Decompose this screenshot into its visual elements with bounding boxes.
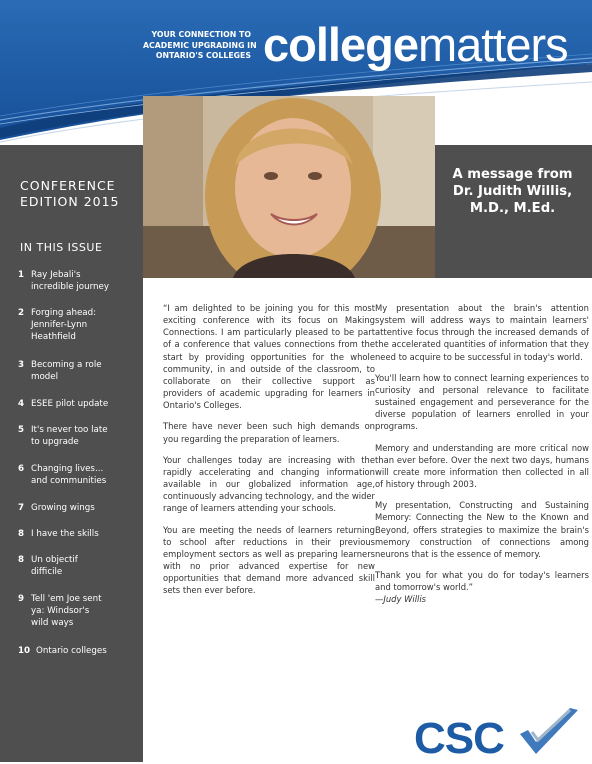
toc-page-number: 8: [18, 555, 25, 565]
message-title: [439, 166, 586, 217]
toc-page-number: 5: [18, 425, 25, 435]
in-this-issue-heading: IN THIS ISSUE: [20, 241, 103, 254]
masthead-light-word: matters: [417, 18, 568, 71]
toc-title: Ray Jebali's incredible journey: [31, 270, 110, 292]
toc-title: It's never too late to upgrade: [31, 425, 108, 447]
author-photo: [143, 96, 435, 278]
toc-title: Forging ahead: Jennifer-Lynn Heathfield: [31, 308, 97, 342]
csc-logo-graphic: [410, 704, 590, 760]
toc-title: Un objectif difficile: [31, 555, 78, 577]
toc-title: Tell 'em Joe sent ya: Windsor's wild ways: [31, 594, 102, 628]
csc-logo: [410, 704, 590, 760]
article-paragraph: You are meeting the needs of learners returning to school after reductions in their previous employment sectors as well as preparing learners with no prior advanced expertise for new opportunities that demand more advanced skill sets then ever before.: [163, 524, 375, 596]
article-paragraph: There have never been such high demands on you regarding the preparation of learners.: [163, 421, 375, 444]
tagline-line: ACADEMIC UPGRADING IN: [143, 40, 257, 50]
toc-page-number: 2: [18, 308, 25, 318]
message-heading-box: [435, 145, 592, 278]
signature: —Judy Willis: [375, 594, 427, 605]
sidebar: [0, 145, 143, 762]
toc-title: Growing wings: [31, 503, 95, 513]
svg-text:CSC: CSC: [414, 714, 504, 760]
toc-title: I have the skills: [31, 529, 99, 539]
article-paragraph: You'll learn how to connect learning experiences to curiosity and personal relevance to facilitate sustained engagement and perseverance for the diverse population of learners enrolled in your programs.: [375, 372, 589, 432]
tagline-line: YOUR CONNECTION TO: [151, 30, 251, 39]
toc-page-number: 3: [18, 360, 25, 370]
message-title-line: M.D., M.Ed.: [469, 201, 556, 216]
toc-page-number: 7: [18, 503, 25, 513]
message-title-line: Dr. Judith Willis,: [452, 184, 573, 199]
article-paragraph: My presentation about the brain's attention system will address ways to maintain learners' attentive focus through the increased demands of the accelerated quantities of information that they need to acquire to be successful in today's world.: [375, 303, 589, 362]
toc-page-number: 10: [18, 646, 31, 656]
toc-title: Changing lives... and communities: [31, 464, 107, 486]
tagline-line: ONTARIO'S COLLEGES: [155, 51, 251, 60]
portrait-illustration: [143, 96, 435, 278]
toc-title: Becoming a role model: [31, 360, 102, 382]
toc-page-number: 9: [18, 594, 25, 604]
toc-page-number: 6: [18, 464, 25, 474]
toc-title: ESEE pilot update: [31, 399, 109, 409]
edition-line: EDITION 2015: [20, 194, 120, 209]
article-paragraph: Memory and understanding are more critical now than ever before. Over the next two days, humans will create more information then collected in all of history through 2003.: [375, 442, 589, 490]
article-paragraph: Your challenges today are increasing with the rapidly accelerating and changing information available in our globalized information age, continuously advancing technology, and the wider range of learners attending your schools.: [163, 454, 375, 514]
article-column-right: [375, 302, 589, 605]
toc-page-number: 1: [18, 270, 25, 280]
masthead-title: [263, 17, 568, 73]
masthead-bold-word: college: [263, 18, 418, 71]
article-paragraph: Thank you for what you do for today's learners and tomorrow's world.”: [375, 569, 589, 593]
toc-page-number: 4: [18, 399, 25, 409]
message-title-line: A message from: [452, 167, 573, 182]
toc-title: Ontario colleges: [36, 646, 107, 656]
edition-line: CONFERENCE: [20, 178, 116, 193]
article-paragraph: “I am delighted to be joining you for this most exciting conference with its focus on Making Connections. I am particularly pleased to be part of a conference that values connections from the start by providing opportunities for the whole community, in and outside of the classroom, to collaborate on their collective support as providers of academic upgrading for learners in Ontario's Colleges.: [163, 303, 375, 411]
article-paragraph: My presentation, Constructing and Sustaining Memory: Connecting the New to the Known and Beyond, offers strategies to maximize the brain's memory construction of connections among neurons that is the essence of memory.: [375, 500, 589, 559]
masthead-tagline: [143, 30, 257, 62]
toc-page-number: 8: [18, 529, 25, 539]
edition-label: [20, 178, 120, 210]
article-column-left: [163, 302, 375, 605]
